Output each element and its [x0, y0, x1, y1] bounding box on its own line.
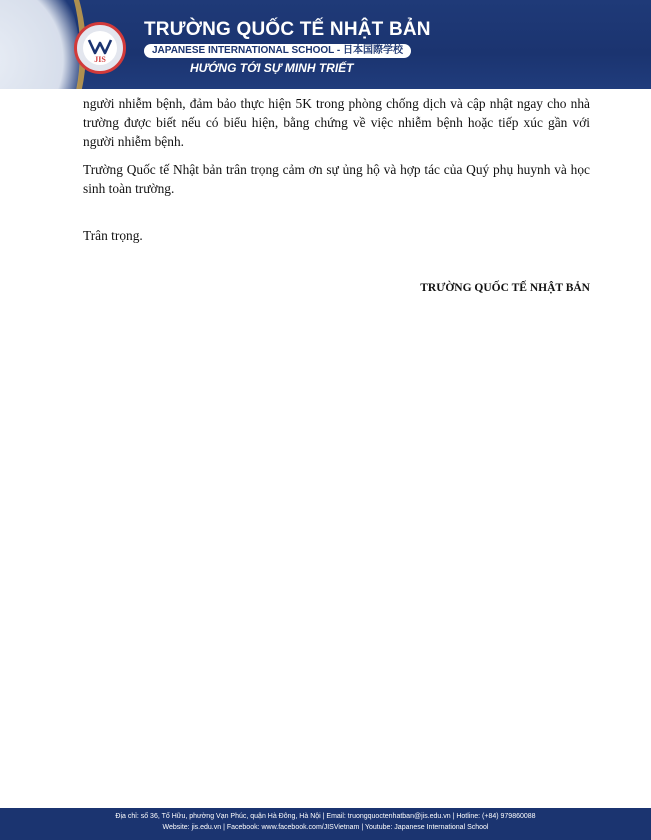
logo-text: JIS [94, 55, 106, 64]
school-name: TRƯỜNG QUỐC TẾ NHẬT BẢN [144, 19, 431, 40]
jis-logo-icon [83, 31, 117, 65]
footer [0, 808, 651, 840]
paragraph: Trường Quốc tế Nhật bản trân trọng cảm ơn sự ủng hộ và hợp tác của Quý phụ huynh và học sinh toàn trường. [83, 162, 590, 196]
letterhead [0, 0, 651, 89]
signature-block: TRƯỜNG QUỐC TẾ NHẬT BẢN [420, 282, 590, 294]
closing-phrase: Trân trọng. [83, 228, 143, 243]
footer-contact-line: Địa chỉ: số 36, Tố Hữu, phường Vạn Phúc, quận Hà Đông, Hà Nội | Email: truongquoctenhatban@jis.edu.vn | Hotline: (+84) 979860088 [115, 813, 536, 820]
school-english-name: JAPANESE INTERNATIONAL SCHOOL - 日本国際学校 [144, 44, 411, 58]
letter-body [83, 94, 590, 207]
paragraph: người nhiễm bệnh, đảm bảo thực hiện 5K trong phòng chống dịch và cập nhật ngay cho nhà trường được biết nếu có biểu hiện, bằng chứng về việc nhiễm bệnh hoặc tiếp xúc gần với người nhiễm bệnh. [83, 96, 590, 149]
school-motto: HƯỚNG TỚI SỰ MINH TRIẾT [190, 61, 354, 75]
footer-links-line: Website: jis.edu.vn | Facebook: www.facebook.com/JISVietnam | Youtube: Japanese International School [162, 824, 489, 831]
school-logo [74, 22, 126, 74]
decorative-gold-arc [0, 0, 86, 89]
